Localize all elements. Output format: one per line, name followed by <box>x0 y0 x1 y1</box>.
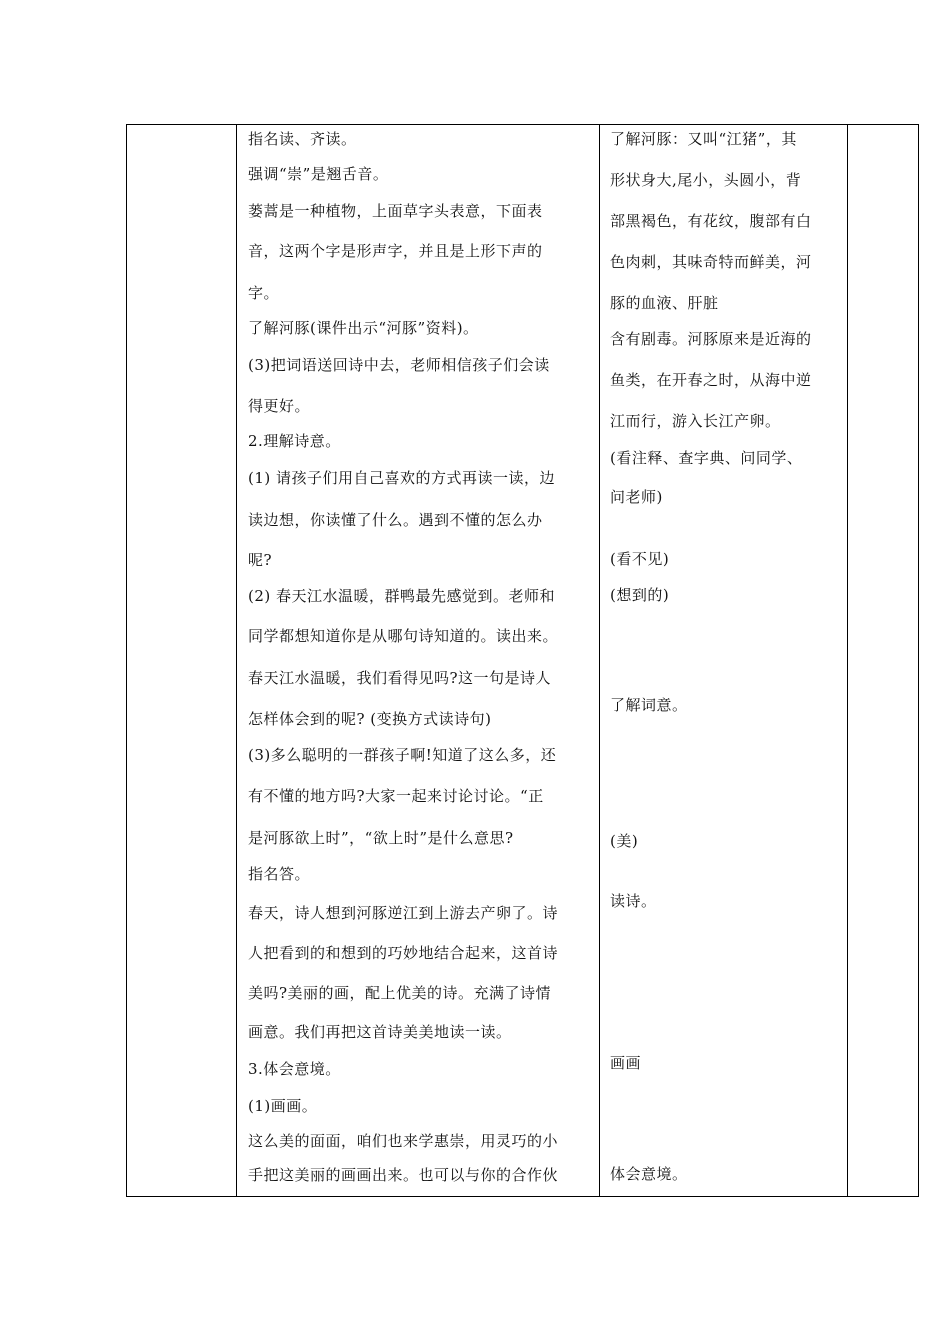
teacher-line: 怎样体会到的呢? (变换方式读诗句) <box>248 710 492 728</box>
teacher-line: 春天江水温暖，我们看得见吗?这一句是诗人 <box>248 669 552 687</box>
student-line: 问老师) <box>610 488 663 506</box>
teacher-line: 3.体会意境。 <box>248 1060 341 1078</box>
column-divider <box>599 125 600 1196</box>
student-line: 江而行，游入长江产卵。 <box>610 412 781 430</box>
student-line: 画画 <box>610 1054 642 1072</box>
teacher-line: 指名读、齐读。 <box>248 130 357 148</box>
student-line: (美) <box>610 832 639 850</box>
teacher-line: 得更好。 <box>248 397 311 415</box>
teacher-line: 字。 <box>248 284 280 302</box>
teacher-line: (3)把词语送回诗中去，老师相信孩子们会读 <box>248 356 550 374</box>
teacher-activity-column <box>248 125 593 1196</box>
teacher-line: 美吗?美丽的画，配上优美的诗。充满了诗情 <box>248 984 552 1002</box>
teacher-line: 指名答。 <box>248 865 311 883</box>
teacher-line: 2.理解诗意。 <box>248 432 341 450</box>
student-line: 形状身大,尾小，头圆小，背 <box>610 171 802 189</box>
teacher-line: 强调“崇”是翘舌音。 <box>248 165 389 183</box>
student-line: (看注释、查字典、问同学、 <box>610 449 803 467</box>
teacher-line: 画意。我们再把这首诗美美地读一读。 <box>248 1023 512 1041</box>
teacher-line: 有不懂的地方吗?大家一起来讨论讨论。“正 <box>248 787 544 805</box>
teacher-line: (1) 请孩子们用自己喜欢的方式再读一读，边 <box>248 469 556 487</box>
teacher-line: 蒌蒿是一种植物，上面草字头表意，下面表 <box>248 202 543 220</box>
student-line: 鱼类，在开春之时，从海中逆 <box>610 371 812 389</box>
student-line: 了解词意。 <box>610 696 688 714</box>
teacher-line: 手把这美丽的画画出来。也可以与你的合作伙 <box>248 1166 559 1184</box>
student-line: 体会意境。 <box>610 1165 688 1183</box>
teacher-line: 同学都想知道你是从哪句诗知道的。读出来。 <box>248 627 559 645</box>
student-activity-column <box>610 125 842 1196</box>
teacher-line: 了解河豚(课件出示“河豚”资料)。 <box>248 319 479 337</box>
teacher-line: 呢? <box>248 551 273 569</box>
teacher-line: 春天，诗人想到河豚逆江到上游去产卵了。诗 <box>248 904 559 922</box>
student-line: 部黑褐色，有花纹，腹部有白 <box>610 212 812 230</box>
teacher-line: 读边想，你读懂了什么。遇到不懂的怎么办 <box>248 511 543 529</box>
teacher-line: (3)多么聪明的一群孩子啊!知道了这么多，还 <box>248 746 557 764</box>
teacher-line: (1)画画。 <box>248 1097 318 1115</box>
student-line: 色肉刺，其味奇特而鲜美，河 <box>610 253 812 271</box>
student-line: 读诗。 <box>610 892 657 910</box>
column-divider <box>847 125 848 1196</box>
student-line: 豚的血液、肝脏 <box>610 294 719 312</box>
column-divider <box>236 125 237 1196</box>
teacher-line: 这么美的面面，咱们也来学惠崇，用灵巧的小 <box>248 1132 559 1150</box>
teacher-line: (2) 春天江水温暖，群鸭最先感觉到。老师和 <box>248 587 556 605</box>
student-line: 含有剧毒。河豚原来是近海的 <box>610 330 812 348</box>
teacher-line: 人把看到的和想到的巧妙地结合起来，这首诗 <box>248 944 559 962</box>
lesson-table <box>126 124 919 1197</box>
student-line: 了解河豚：又叫“江猪”，其 <box>610 130 797 148</box>
student-line: (看不见) <box>610 550 670 568</box>
teacher-line: 音，这两个字是形声字，并且是上形下声的 <box>248 242 543 260</box>
student-line: (想到的) <box>610 586 670 604</box>
teacher-line: 是河豚欲上时”，“欲上时”是什么意思? <box>248 829 514 847</box>
